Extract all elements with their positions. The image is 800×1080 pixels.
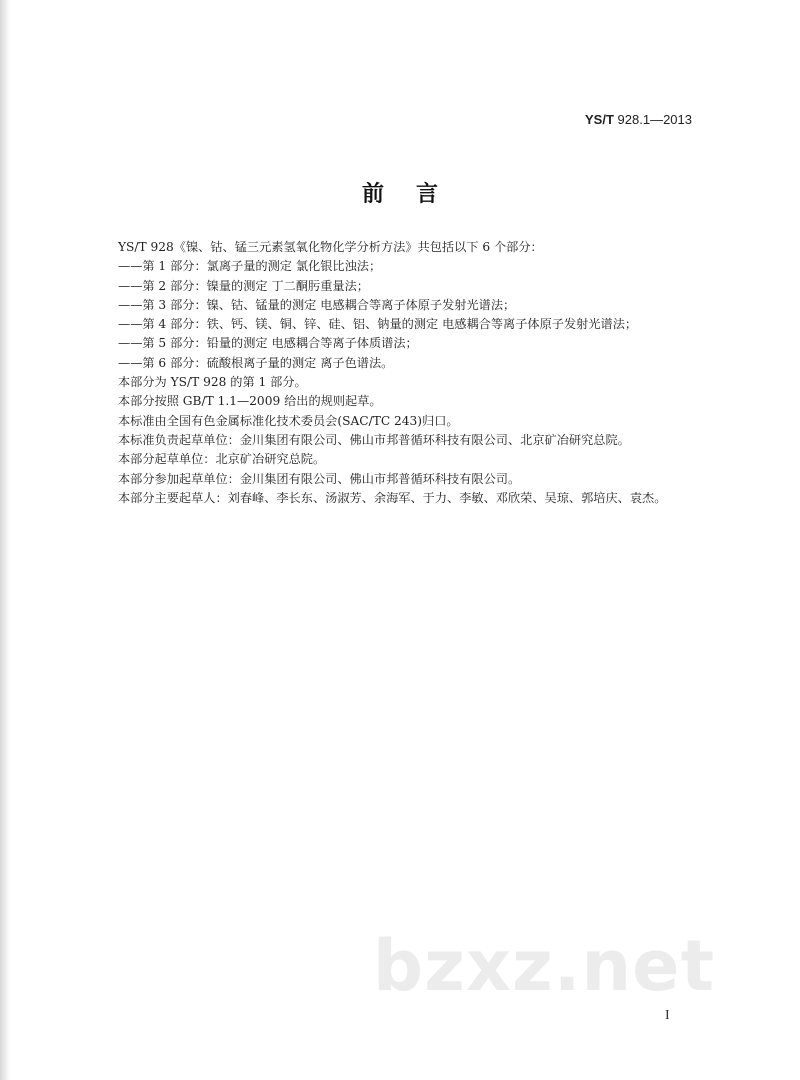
text-line: ——第 3 部分：镍、钴、锰量的测定 电感耦合等离子体原子发射光谱法； [118,297,516,312]
watermark: bzxz.net [373,925,716,1007]
text-line: ——第 1 部分：氯离子量的测定 氯化银比浊法； [118,259,382,274]
text-line: 本部分主要起草人：刘春峰、李长东、汤淑芳、余海军、于力、李敏、邓欣荣、吴琼、郭培庆、袁杰。 [118,490,667,505]
page-number: I [665,1008,670,1023]
text-line: 本部分起草单位：北京矿冶研究总院。 [118,452,326,467]
page-title: 前言 [361,182,470,207]
text-line: 本部分为 YS/T 928 的第 1 部分。 [118,375,307,390]
standard-code-number: 928.1—2013 [617,112,692,127]
standard-code [585,112,692,127]
text-line: ——第 5 部分：铅量的测定 电感耦合等离子体质谱法； [118,336,418,351]
text-line: 本标准负责起草单位：金川集团有限公司、佛山市邦普循环科技有限公司、北京矿冶研究总院。 [118,432,630,447]
text-line: ——第 6 部分：硫酸根离子量的测定 离子色谱法。 [118,355,394,370]
text-line: 本部分参加起草单位：金川集团有限公司、佛山市邦普循环科技有限公司。 [118,471,521,486]
text-line: 本标准由全国有色金属标准化技术委员会(SAC/TC 243)归口。 [118,413,459,428]
text-line: ——第 2 部分：镍量的测定 丁二酮肟重量法； [118,278,369,293]
text-line: ——第 4 部分：铁、钙、镁、铜、锌、硅、铝、钠量的测定 电感耦合等离子体原子发射光谱法； [118,317,638,332]
text-line: 本部分按照 GB/T 1.1—2009 给出的规则起草。 [118,394,382,409]
standard-code-prefix: YS/T [585,112,614,127]
foreword-body [118,238,718,508]
text-line: YS/T 928《镍、钴、锰三元素氢氧化物化学分析方法》共包括以下 6 个部分： [118,240,543,254]
